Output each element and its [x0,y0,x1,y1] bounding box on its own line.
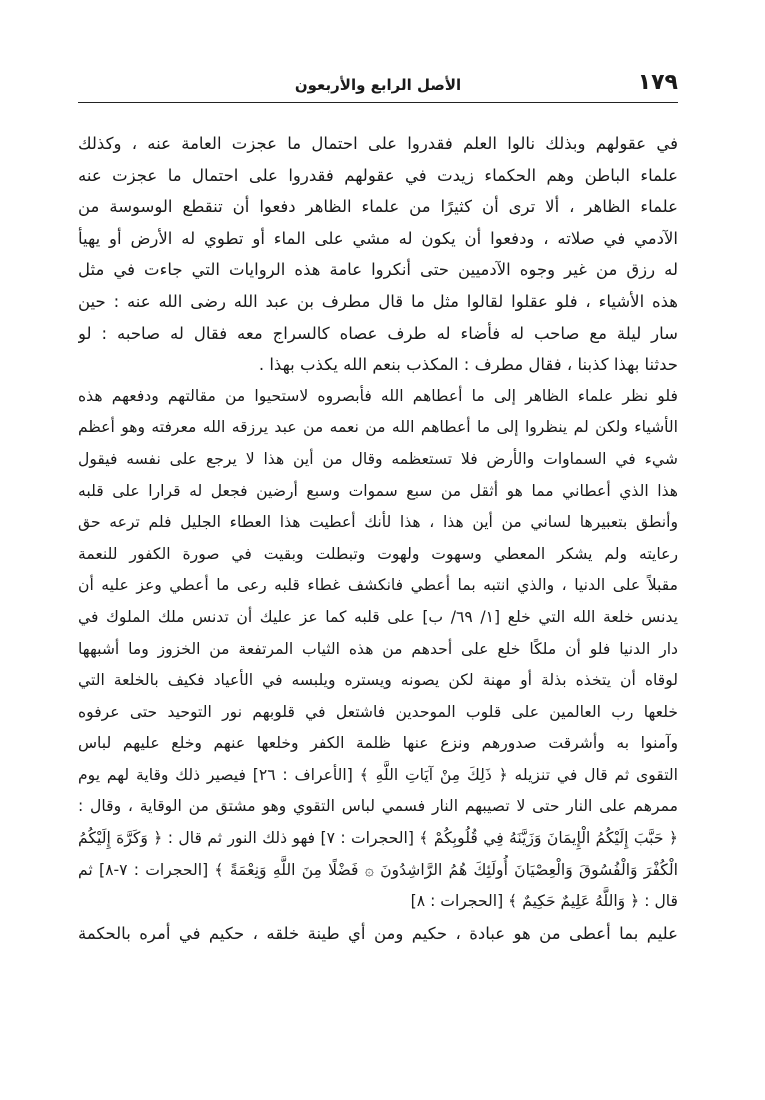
text-line: ﴿ حَبَّبَ إِلَيْكُمُ الْإِيمَانَ وَزَيَّنَهُ فِي قُلُوبِكُمْ ﴾ [الحجرات : ٧] فهو ذلك النور ثم قال : ﴿ وَكَرَّهَ إِلَيْكُمُ [78,829,678,848]
text-line: خلعها رب العالمين على قلوب الموحدين فاشتعل في قلوبهم نور التوحيد حتى عرفوه [78,702,678,721]
page-body [78,128,678,949]
text-line: حدثنا بهذا كذبنا ، فقال مطرف : المكذب بنعم الله يكذب بهذا . [258,355,678,375]
text-line: وأنطق بتعبيرها لساني من أين هذا ، هذا لأنك أعطيت هذا العطاء الجليل فلم ترعه حق [78,513,678,532]
text-line: هذا الذي أعطاني مما هو أثقل من سبع سموات وسبع أرضين فجعل له قرارا على قلبه [78,481,678,500]
page-header [78,70,678,103]
text-line: له رزق من غير وجوه الآدميين حتى أنكروا عامة هذه الروايات التي جاءت في مثل [78,260,678,280]
text-line: فلو نظر علماء الظاهر إلى ما أعطاهم الله فأبصروه لاستحيوا من مقالتهم ودفعهم هذه [78,386,678,405]
text-line: لوقاه أن يتخذه بذلة أو مهنة لكن يصونه ويستره ويلبسه في الأعياد فكيف بالخلعة التي [78,671,678,690]
text-line: قال : ﴿ وَاللَّهُ عَلِيمٌ حَكِيمٌ ﴾ [الحجرات : ٨] [410,892,678,911]
text-line: الآدمي في صلاته ، ودفعوا أن يكون له مشي على الماء أو تطوي له الأرض أو يهيأ [78,228,678,248]
text-line: سار ليلة مع صاحب له فأضاء له طرف عصاه كالسراج معه فقال له صاحبه : لو [78,323,678,343]
text-line: عليم بما أعطى من هو عبادة ، حكيم ومن أي طينة خلقه ، حكيم في أمره بالحكمة [78,923,678,943]
page-number: ١٧٩ [637,70,678,95]
running-title: الأصل الرابع والأربعون [294,76,462,94]
text-line: دار الدنيا فلو أن ملكًا خلع على أحدهم من هذه الثياب المرتفعة من الخزوز وما أشبهها [78,639,678,658]
text-line: مقبلاً على الدنيا ، والذي انتبه بما أعطي فانكشف غطاء قلبه رعى ما أعطي وعز عليه أن [78,576,678,595]
text-line: علماء الظاهر ، ألا ترى أن كثيرًا من علماء الظاهر دفعوا أن تنقطع الوسوسة من [78,197,678,217]
text-line: ممرهم على النار حتى لا تصيبهم النار فسمي لباس التقوي وهو مشتق من الوقاية ، وقال : [78,797,678,816]
text-line: رعايته ولم يشكر المعطي وسهوت ولهوت وتبطلت وبقيت في صورة الكفور للنعمة [78,544,678,563]
text-line: علماء الباطن وهم الحكماء زيدت في عقولهم فقدروا على احتمال ما عجزت عنه [78,165,678,185]
text-line: التقوى ثم قال في تنزيله ﴿ ذَلِكَ مِنْ آيَاتِ اللَّهِ ﴾ [الأعراف : ٢٦] فيصير ذلك وقاية لهم يوم [78,765,678,784]
text-line: في عقولهم وبذلك نالوا العلم فقدروا على احتمال ما عجزت العامة عنه ، وكذلك [78,134,678,153]
text-line: يدنس خلعة الله التي خلع [١/ ٦٩/ ب] على قلبه كما عز عليك أن تدنس ملك الملوك في [78,607,678,626]
paragraph-2 [78,381,678,918]
text-line: هذه الأشياء ، فلو عقلوا لقالوا مثل ما قال مطرف بن عبد الله رضى الله عنه : حين [78,291,678,311]
paragraph-3 [78,918,678,950]
paragraph-1 [78,128,678,381]
text-line: الْكُفْرَ وَالْفُسُوقَ وَالْعِصْيَانَ أُولَئِكَ هُمُ الرَّاشِدُونَ ۞ فَضْلًا مِنَ اللَّهِ وَنِعْمَةً ﴾ [الحجرات : ٧-٨] ثم [78,860,678,879]
text-line: الأشياء ولكن لم ينظروا إلى ما أعطاهم الله من نعمه من عبد يرزقه الله معرفته وهو أعظم [78,418,678,437]
text-line: شيء في السماوات والأرض فلا تستعظمه وقال من أين هذا لا يرجع على نفسه فيقول [78,449,678,468]
text-line: وآمنوا به وأشرقت صدورهم ونزع عنها ظلمة الكفر وخلعها عنهم وخلع عليهم لباس [78,734,678,753]
